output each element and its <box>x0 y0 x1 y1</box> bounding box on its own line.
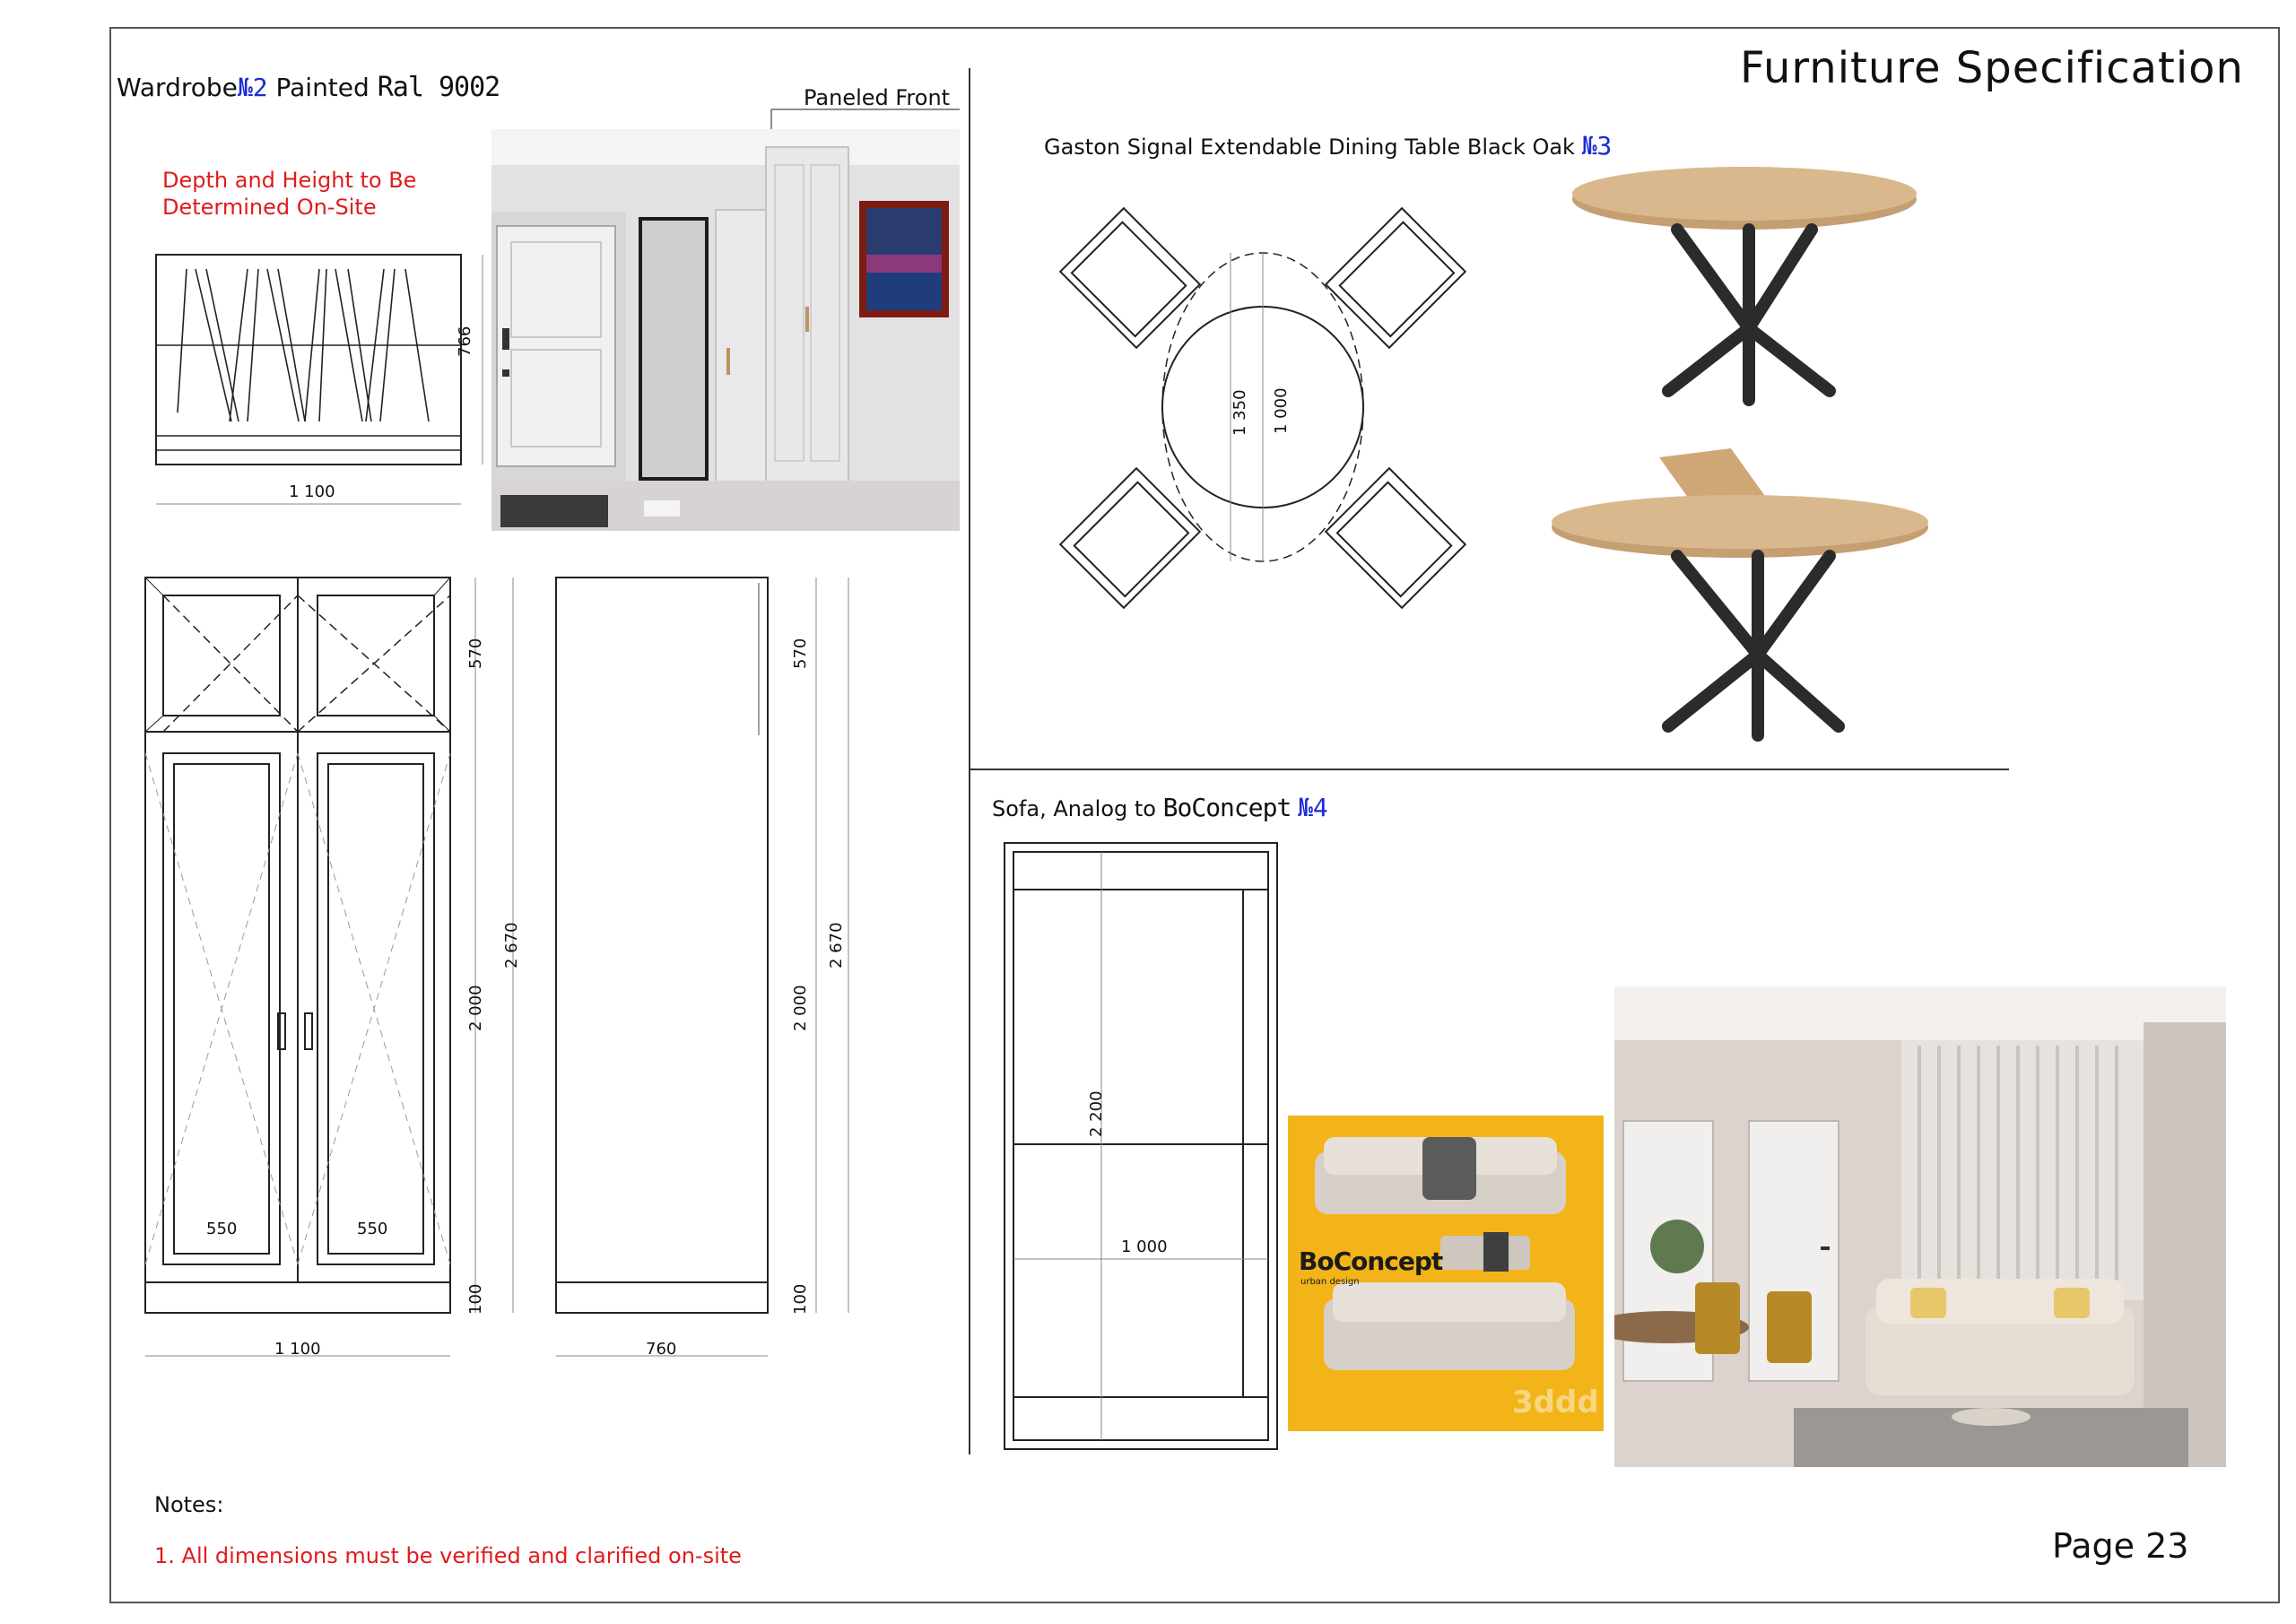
wardrobe-ral: Ral 9002 <box>377 72 500 103</box>
wardrobe-front-elevation <box>135 574 547 1363</box>
dim-side-2000: 2 000 <box>791 985 810 1031</box>
boconcept-ad <box>1288 1116 1604 1431</box>
dim-front-100: 100 <box>466 1283 485 1315</box>
dim-top-height: 766 <box>456 326 474 357</box>
dim-side-2670: 2 670 <box>827 922 846 968</box>
depth-note <box>162 167 416 221</box>
divider-vertical <box>969 68 970 1455</box>
wardrobe-name-suffix: Painted <box>275 73 370 102</box>
wardrobe-side-elevation <box>547 574 870 1363</box>
page-title: Furniture Specification <box>1740 43 2244 93</box>
boconcept-ad-brand: BoConcept <box>1299 1246 1443 1276</box>
sofa-name-prefix: Sofa, Analog to <box>992 796 1156 821</box>
depth-note-line1: Depth and Height to Be <box>162 168 417 193</box>
table-number: №3 <box>1581 131 1613 161</box>
sofa-plan-drawing <box>1001 839 1288 1458</box>
dim-table-1350: 1 350 <box>1231 389 1249 436</box>
dim-door-left: 550 <box>206 1220 238 1238</box>
sofa-number: №4 <box>1297 793 1328 822</box>
paneled-front-label: Paneled Front <box>804 85 951 110</box>
dim-side-width: 760 <box>646 1340 677 1359</box>
dim-front-2000: 2 000 <box>466 985 485 1031</box>
table-photo-extended <box>1543 448 1946 771</box>
living-room-photo <box>1614 986 2226 1467</box>
table-title <box>1044 131 1612 161</box>
wardrobe-number: №2 <box>237 73 268 102</box>
table-name: Gaston Signal Extendable Dining Table Black Oak <box>1044 135 1575 160</box>
hallway-illustration <box>491 129 960 531</box>
dim-front-2670: 2 670 <box>502 922 521 968</box>
dim-front-570: 570 <box>466 638 485 669</box>
dim-door-right: 550 <box>357 1220 388 1238</box>
sofa-title <box>992 793 1328 822</box>
table-plan-drawing <box>1031 179 1498 646</box>
hallway-photo <box>491 129 960 531</box>
dim-sofa-width: 1 000 <box>1121 1238 1168 1256</box>
notes-heading: Notes: <box>154 1492 224 1517</box>
wardrobe-name-prefix: Wardrobe <box>117 73 238 102</box>
page-number: Page 23 <box>2052 1526 2189 1566</box>
wardrobe-top-view <box>151 251 509 520</box>
dim-table-1000: 1 000 <box>1272 387 1291 434</box>
sofa-brand: BoConcept <box>1162 793 1292 822</box>
dim-front-width: 1 100 <box>274 1340 321 1359</box>
dim-sofa-length: 2 200 <box>1087 1090 1106 1137</box>
table-photo-closed <box>1570 167 1928 409</box>
boconcept-ad-tagline: urban design <box>1300 1277 1360 1287</box>
dim-top-width: 1 100 <box>289 482 335 501</box>
dim-side-100: 100 <box>791 1283 810 1315</box>
depth-note-line2: Determined On-Site <box>162 195 377 220</box>
note-item: 1. All dimensions must be verified and clarified on-site <box>154 1543 742 1568</box>
boconcept-ad-watermark: 3ddd <box>1512 1385 1599 1420</box>
dim-side-570: 570 <box>791 638 810 669</box>
wardrobe-title <box>117 72 500 103</box>
living-room-illustration <box>1614 986 2226 1467</box>
